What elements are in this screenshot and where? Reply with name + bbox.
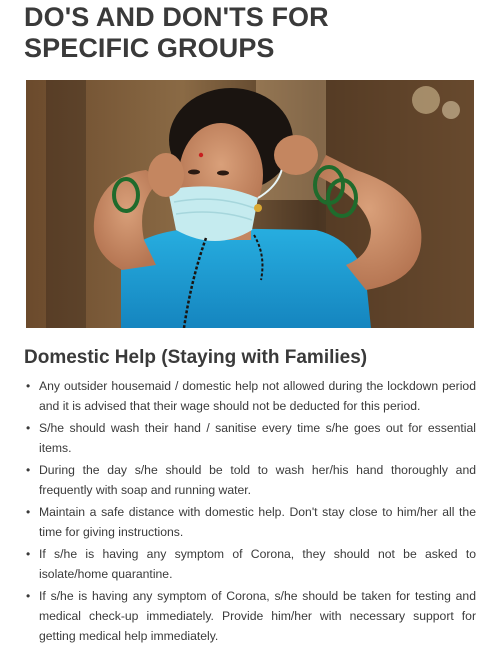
bullet-dot-icon: • [26,421,31,435]
bullet-text: Any outsider housemaid / domestic help not allowed during the lockdown period and it is advised that their wage should not be deducted for this period. [39,379,476,413]
bullet-dot-icon: • [26,547,31,561]
page-title [24,2,484,64]
bullet-text: If s/he is having any symptom of Corona, s/he should be taken for testing and medical check-up immediately. Provide him/her with necessary support for getting medical help immediately. [39,589,476,643]
page-title-line-2: SPECIFIC GROUPS [24,33,275,63]
bullet-text: During the day s/he should be told to wash her/his hand thoroughly and frequently with soap and running water. [39,463,476,497]
bullet-item [24,460,476,500]
bullet-dot-icon: • [26,463,31,477]
bullet-dot-icon: • [26,589,31,603]
section-heading: Domestic Help (Staying with Families) [24,347,368,368]
bullet-text: S/he should wash their hand / sanitise every time s/he goes out for essential items. [39,421,476,455]
bullet-dot-icon: • [26,379,31,393]
bullet-list [24,376,476,648]
bullet-item [24,418,476,458]
bullet-item [24,544,476,584]
bullet-item [24,376,476,416]
bullet-dot-icon: • [26,505,31,519]
woman-wearing-face-mask-photo [26,80,474,328]
page-title-line-1: DO'S AND DON'TS FOR [24,2,329,32]
bullet-item [24,586,476,646]
bullet-text: Maintain a safe distance with domestic help. Don't stay close to him/her all the time for giving instructions. [39,505,476,539]
bullet-text: If s/he is having any symptom of Corona, they should not be asked to isolate/home quarantine. [39,547,476,581]
bullet-item [24,502,476,542]
